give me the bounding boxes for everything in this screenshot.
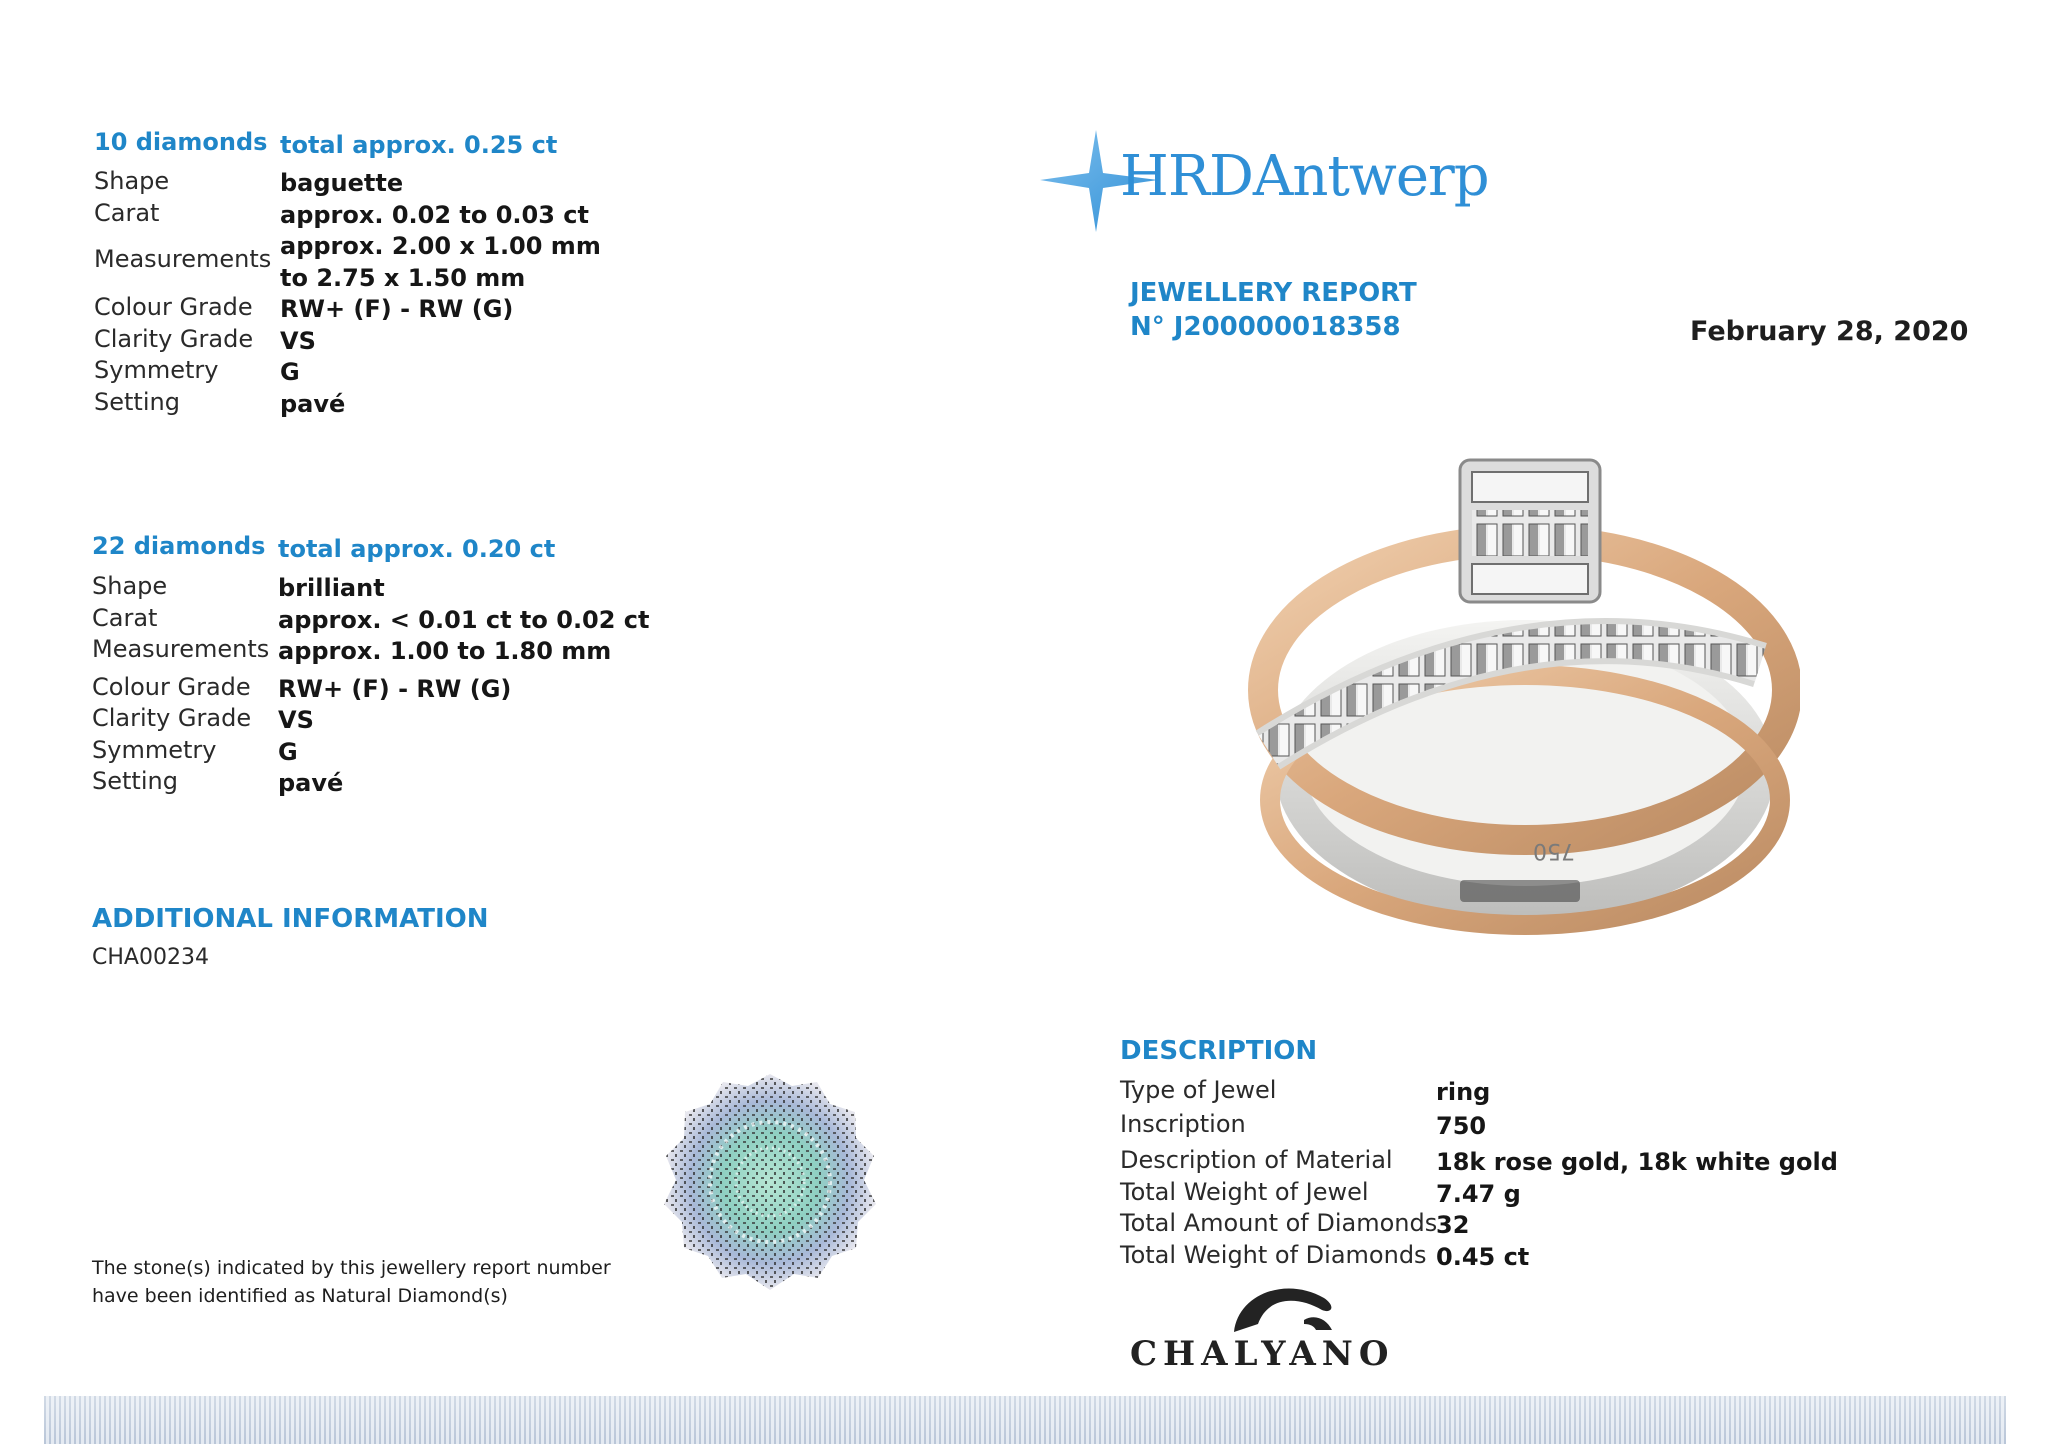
spec-row-carat	[94, 199, 654, 231]
spec-label: Setting	[94, 387, 180, 416]
desc-label: Total Amount of Diamonds	[1120, 1209, 1438, 1237]
spec-row-measurements	[94, 230, 654, 293]
group2-spec-table	[92, 572, 652, 799]
security-strip-sheen	[44, 1396, 2006, 1444]
chalyano-mark-icon	[1228, 1280, 1338, 1336]
desc-value: 32	[1436, 1211, 1470, 1239]
spec-row-symmetry	[92, 736, 652, 768]
ring-inscription: 750	[1533, 838, 1575, 863]
spec-label: Symmetry	[94, 356, 219, 384]
desc-label: Description of Material	[1120, 1146, 1393, 1174]
spec-value: G	[280, 358, 300, 386]
desc-value: 750	[1436, 1112, 1487, 1140]
desc-row-material	[1120, 1146, 1840, 1178]
chalyano-logo	[1130, 1280, 1470, 1380]
desc-label: Total Weight of Jewel	[1120, 1177, 1369, 1206]
spec-row-shape	[94, 167, 654, 199]
hologram-seal-graphic	[652, 1068, 888, 1304]
spec-value-line: to 2.75 x 1.50 mm	[280, 263, 526, 292]
spec-value: RW+ (F) - RW (G)	[278, 674, 512, 703]
spec-value: pavé	[278, 769, 344, 797]
desc-value: 18k rose gold, 18k white gold	[1436, 1148, 1838, 1176]
natural-note-line1: The stone(s) indicated by this jewellery report number	[92, 1257, 611, 1279]
spec-value-line: approx. 2.00 x 1.00 mm	[280, 232, 601, 260]
desc-label: Total Weight of Diamonds	[1120, 1240, 1427, 1269]
spec-label: Measurements	[94, 245, 272, 273]
report-title-block	[1130, 276, 1417, 344]
hologram-seal	[652, 1068, 888, 1304]
desc-value: 7.47 g	[1436, 1179, 1521, 1208]
spec-row-setting	[94, 388, 654, 420]
spec-value: approx. 1.00 to 1.80 mm	[278, 637, 612, 665]
spec-row-setting	[92, 767, 652, 799]
desc-label: Inscription	[1120, 1110, 1246, 1138]
spec-row-symmetry	[94, 356, 654, 388]
spec-row-carat	[92, 604, 652, 636]
group2-header	[92, 532, 556, 563]
spec-label: Shape	[92, 572, 168, 600]
desc-row-weight	[1120, 1178, 1840, 1210]
spec-value: pavé	[280, 389, 346, 418]
spec-label: Symmetry	[92, 735, 217, 764]
report-date: February 28, 2020	[1690, 316, 1969, 347]
hrd-logo-text: HRDAntwerp	[1120, 144, 1489, 209]
group1-header	[94, 128, 558, 159]
group1-spec-table	[94, 167, 654, 419]
spec-value: G	[278, 737, 298, 766]
natural-diamond-note	[92, 1254, 611, 1310]
hrd-logo	[1040, 128, 1520, 234]
spec-row-measurements	[92, 635, 652, 667]
group2-count: 22 diamonds	[92, 532, 266, 560]
desc-row-diamond-count	[1120, 1209, 1840, 1241]
spec-value	[280, 232, 601, 295]
spec-label: Shape	[94, 167, 170, 195]
spec-row-colour	[92, 673, 652, 705]
ring-photo	[1240, 440, 1800, 950]
spec-label: Colour Grade	[94, 293, 253, 321]
chalyano-brand-text: CHALYANO	[1130, 1334, 1395, 1374]
report-title: JEWELLERY REPORT	[1130, 278, 1417, 308]
spec-value: approx. < 0.01 ct to 0.02 ct	[278, 605, 650, 634]
spec-label: Clarity Grade	[94, 324, 254, 353]
description-table	[1120, 1076, 1840, 1272]
group1-count: 10 diamonds	[94, 128, 268, 156]
desc-value: 0.45 ct	[1436, 1242, 1530, 1271]
spec-row-colour	[94, 293, 654, 325]
spec-row-shape	[92, 572, 652, 604]
spec-label: Setting	[92, 767, 178, 795]
desc-row-diamond-weight	[1120, 1241, 1840, 1273]
spec-label: Carat	[94, 198, 160, 227]
natural-note-line2: have been identified as Natural Diamond(s)	[92, 1285, 508, 1307]
group1-total: total approx. 0.25 ct	[280, 131, 558, 159]
spec-value: RW+ (F) - RW (G)	[280, 295, 514, 323]
spec-row-clarity	[92, 704, 652, 736]
spec-label: Carat	[92, 603, 158, 632]
desc-row-inscription	[1120, 1110, 1840, 1146]
spec-value: VS	[280, 326, 316, 355]
spec-label: Clarity Grade	[92, 704, 252, 732]
report-number: N° J200000018358	[1130, 312, 1401, 342]
spec-label: Measurements	[92, 635, 270, 663]
spec-label: Colour Grade	[92, 672, 251, 701]
spec-value: baguette	[280, 169, 404, 197]
spec-value: brilliant	[278, 574, 385, 602]
desc-row-type	[1120, 1076, 1840, 1110]
spec-row-clarity	[94, 325, 654, 357]
description-title: DESCRIPTION	[1120, 1036, 1318, 1066]
desc-label: Type of Jewel	[1120, 1076, 1277, 1104]
additional-info-title: ADDITIONAL INFORMATION	[92, 904, 489, 934]
spec-value: approx. 0.02 to 0.03 ct	[280, 200, 589, 229]
ring-photo-graphic	[1240, 440, 1800, 950]
additional-info-value: CHA00234	[92, 945, 209, 970]
spec-value: VS	[278, 706, 314, 734]
group2-total: total approx. 0.20 ct	[278, 535, 556, 563]
desc-value: ring	[1436, 1078, 1491, 1106]
